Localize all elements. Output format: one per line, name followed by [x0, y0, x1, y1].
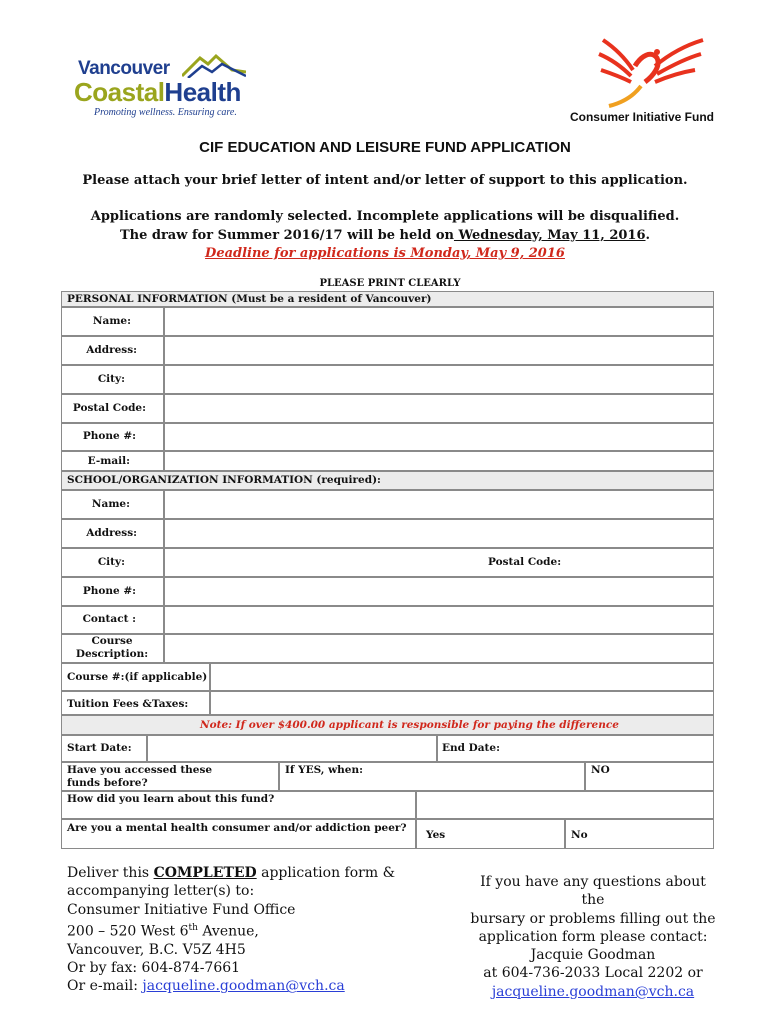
- school-contact-label: Contact :: [82, 613, 136, 625]
- school-section-title: SCHOOL/ORGANIZATION INFORMATION (required):: [67, 474, 381, 486]
- vch-logo-line2: CoastalHealth: [74, 77, 241, 107]
- contact-info: If you have any questions about the bursary or problems filling out the application form please contact: Jacquie Goodman at 604-736-2033 Local 2202 or jacqueline.goodman@vch.ca: [468, 873, 718, 1001]
- delivery-email-link[interactable]: jacqueline.goodman@vch.ca: [142, 978, 345, 995]
- start-date-field[interactable]: [147, 735, 437, 762]
- school-name-field[interactable]: [164, 490, 714, 519]
- tuition-label: Tuition Fees &Taxes:: [67, 698, 189, 710]
- mountain-icon: [182, 52, 246, 78]
- school-address-field[interactable]: [164, 519, 714, 548]
- draw-date-line: The draw for Summer 2016/17 will be held on Wednesday, May 11, 2016.: [119, 228, 651, 243]
- tuition-field[interactable]: [210, 691, 714, 715]
- personal-phone-field[interactable]: [164, 423, 714, 451]
- accessed-when-label: If YES, when:: [285, 764, 363, 776]
- personal-address-field[interactable]: [164, 336, 714, 365]
- vch-logo-line1: Vancouver: [78, 58, 170, 79]
- school-phone-field[interactable]: [164, 577, 714, 606]
- course-number-label: Course #:(if applicable): [67, 671, 208, 683]
- mental-health-no-label: No: [571, 829, 588, 841]
- random-selection-note: Applications are randomly selected. Incomplete applications will be disqualified.: [90, 209, 680, 224]
- tuition-note: Note: If over $400.00 applicant is responsible for paying the difference: [200, 719, 619, 731]
- personal-postal-label: Postal Code:: [72, 402, 146, 414]
- personal-email-field[interactable]: [164, 451, 714, 471]
- accessed-funds-label: Have you accessed these funds before?: [67, 764, 213, 789]
- personal-email-label: E-mail:: [87, 455, 130, 467]
- mental-health-yes-label: Yes: [426, 829, 446, 841]
- cif-logo-text: Consumer Initiative Fund: [569, 110, 714, 124]
- school-name-label: Name:: [91, 498, 130, 510]
- start-date-label: Start Date:: [67, 742, 132, 754]
- attach-instruction: Please attach your brief letter of intent and/or letter of support to this application.: [82, 173, 688, 188]
- page-title: CIF EDUCATION AND LEISURE FUND APPLICATION: [199, 139, 571, 156]
- delivery-instructions: Deliver this COMPLETED application form & accompanying letter(s) to: Consumer Initiative Fund Office 200 – 520 West 6th Avenue, Vancouver, B.C. V5Z 4H5 Or by fax: 604-874-7661 Or e-mail: jacqueline.goodman@vch.ca: [67, 865, 396, 995]
- print-clearly-note: PLEASE PRINT CLEARLY: [319, 278, 461, 289]
- deadline-notice: Deadline for applications is Monday, May 9, 2016: [205, 246, 565, 261]
- personal-phone-label: Phone #:: [82, 430, 136, 442]
- school-city-label: City:: [97, 556, 125, 568]
- end-date-label: End Date:: [442, 742, 500, 754]
- accessed-no-label: NO: [591, 764, 610, 776]
- personal-section-title: PERSONAL INFORMATION (Must be a resident of Vancouver): [67, 293, 432, 305]
- mental-health-label: Are you a mental health consumer and/or addiction peer?: [67, 822, 407, 834]
- personal-name-label: Name:: [92, 315, 131, 327]
- personal-city-field[interactable]: [164, 365, 714, 394]
- vch-logo-tagline: Promoting wellness. Ensuring care.: [94, 107, 237, 118]
- course-description-label: Course Description:: [75, 635, 149, 660]
- course-description-field[interactable]: [164, 634, 714, 663]
- phoenix-logo-icon: [595, 36, 707, 110]
- course-number-field[interactable]: [210, 663, 714, 691]
- school-address-label: Address:: [86, 527, 137, 539]
- personal-postal-field[interactable]: [164, 394, 714, 423]
- school-postal-label: Postal Code:: [488, 556, 562, 568]
- vch-logo: [70, 50, 250, 122]
- school-phone-label: Phone #:: [82, 585, 136, 597]
- personal-name-field[interactable]: [164, 307, 714, 336]
- learn-about-field[interactable]: [416, 791, 714, 819]
- contact-email-link[interactable]: jacqueline.goodman@vch.ca: [491, 983, 695, 1000]
- personal-city-label: City:: [97, 373, 125, 385]
- school-contact-field[interactable]: [164, 606, 714, 634]
- learn-about-label: How did you learn about this fund?: [67, 793, 275, 805]
- personal-address-label: Address:: [86, 344, 137, 356]
- school-city-field[interactable]: [164, 548, 714, 577]
